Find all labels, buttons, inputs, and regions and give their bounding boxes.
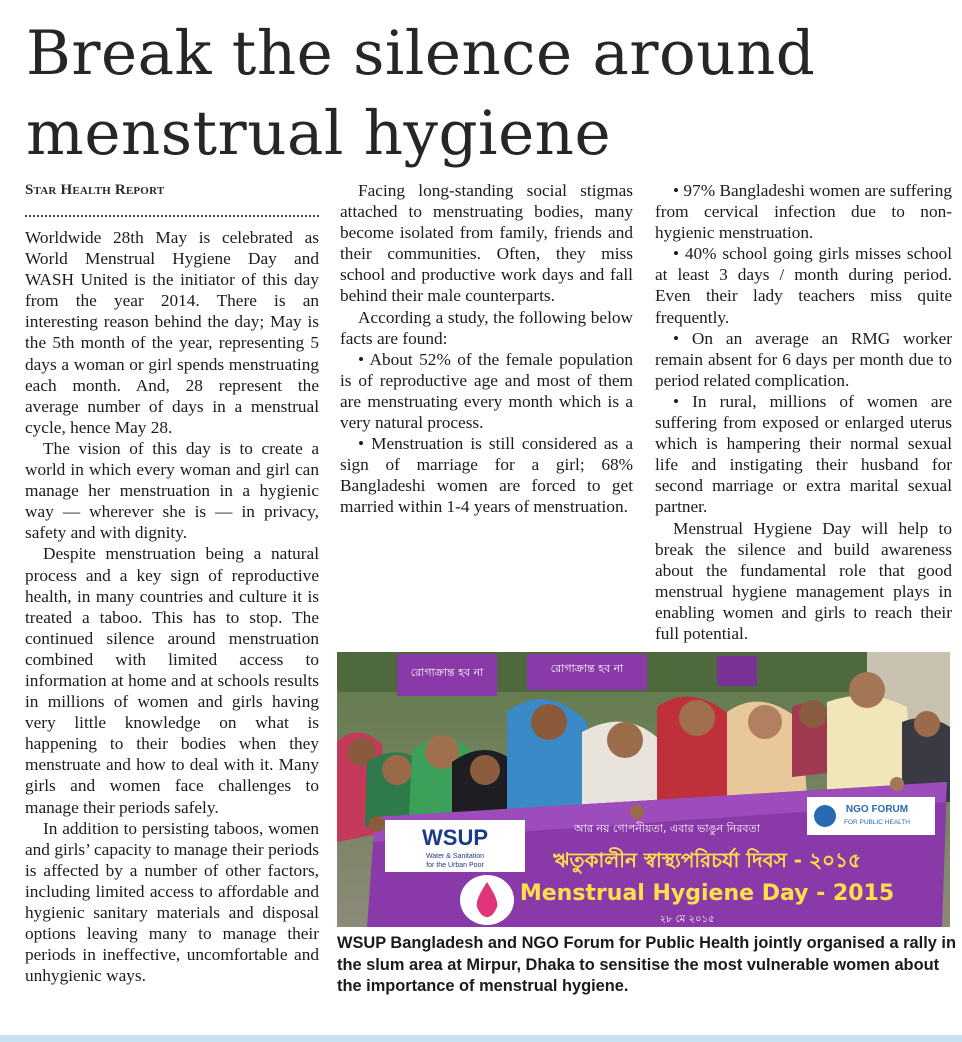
fact-bullet: • 40% school going girls misses school at least 3 days / month during period. Even their lady teachers miss quite frequently. [655,244,952,327]
headline-line-2: menstrual hygiene [26,98,612,169]
banner-english-title: Menstrual Hygiene Day - 2015 [519,881,895,906]
fact-bullet: • About 52% of the female population is of reproductive age and most of them are menstruating every month which is a very natural process. [340,349,633,433]
banner-tagline: আর নয় গোপনীয়তা, এবার ভাঙুন নিরবতা [574,822,760,835]
paragraph: Despite menstruation being a natural process and a key sign of reproductive health, in many countries and culture it is treated a taboo. This has to stop. The continued silence around menstruation combined with limited access to information at home and at schools results in millions of women and girls having very little knowledge on what is happening to their bodies when they menstruate and how to deal with it. Many girls and women face challenges to manage their periods safely. [25,544,319,817]
byline: Star Health Report [25,182,165,198]
headline-line-1: Break the silence around [26,18,816,89]
placard [527,654,647,690]
paragraph: According a study, the following below facts are found: [340,307,633,348]
wsup-logo-text: WSUP [422,825,488,850]
paragraph: Menstrual Hygiene Day will help to break the silence and build awareness about the fundamental role that good menstrual hygiene management plays in enabling women and girls to reach their full potential. [655,518,952,643]
fact-bullet: • In rural, millions of women are suffering from exposed or enlarged uterus which is hampering their normal sexual life and instigating their husband for second marriage or extra marital sexual partner. [655,391,952,517]
fact-bullet: • 97% Bangladeshi women are suffering from cervical infection due to non-hygienic menstruation. [655,181,952,243]
placard-text: রোগাক্রান্ত হব না [550,662,624,675]
page-bottom-bar [0,1035,962,1042]
banner-bengali-title: ঋতুকালীন স্বাস্থ্যপরিচর্যা দিবস - ২০১৫ [552,848,862,872]
placard [397,654,497,696]
column-2 [340,180,633,518]
placard-text: রোগাক্রান্ত হব না [410,666,484,679]
ngo-logo-subtitle: FOR PUBLIC HEALTH [844,819,910,826]
paragraph: Worldwide 28th May is celebrated as World Menstrual Hygiene Day and WASH United is the initiator of this day from the year 2014. There is an interesting reason behind the day; May is the 5th month of the year, representing 5 days a woman or girl spends menstruating each month. And, 28 represent the average number of days in a menstrual cycle, hence May 28. [25,228,319,437]
paragraph: The vision of this day is to create a world in which every woman and girl can manage her menstruation in a hygienic way — wherever she is — in privacy, safety and with dignity. [25,438,319,543]
ngo-logo-text: NGO FORUM [845,804,909,815]
column-1 [25,180,319,986]
column-3 [655,180,952,644]
wsup-subtitle-1: Water & Sanitation [425,853,485,860]
rally-photo [337,652,950,927]
fact-bullet: • Menstruation is still considered as a sign of marriage for a girl; 68% Bangladeshi women are forced to get married within 1-4 years of menstruation. [340,434,633,517]
paragraph: Facing long-standing social stigmas attached to menstruating bodies, many become isolated from family, friends and their communities. Often, they miss school and productive work days and fall behind their male counterparts. [340,181,633,306]
wsup-subtitle-2: for the Urban Poor [426,862,484,869]
byline-divider [25,201,319,217]
paragraph: In addition to persisting taboos, women and girls’ capacity to manage their periods is affected by a number of other factors, including limited access to affordable and hygienic sanitary materials and disposal options leaving many to manage their periods in ineffective, uncomfortable and unhygienic ways. [25,818,319,986]
headline [26,14,815,174]
banner-date: ২৮ মে ২০১৫ [659,914,715,925]
fact-bullet: • On an average an RMG worker remain absent for 6 days per month due to period related complication. [655,328,952,390]
photo-caption: WSUP Bangladesh and NGO Forum for Public Health jointly organised a rally in the slum area at Mirpur, Dhaka to sensitise the most vulnerable women about the importance of menstrual hygiene. [337,934,956,995]
